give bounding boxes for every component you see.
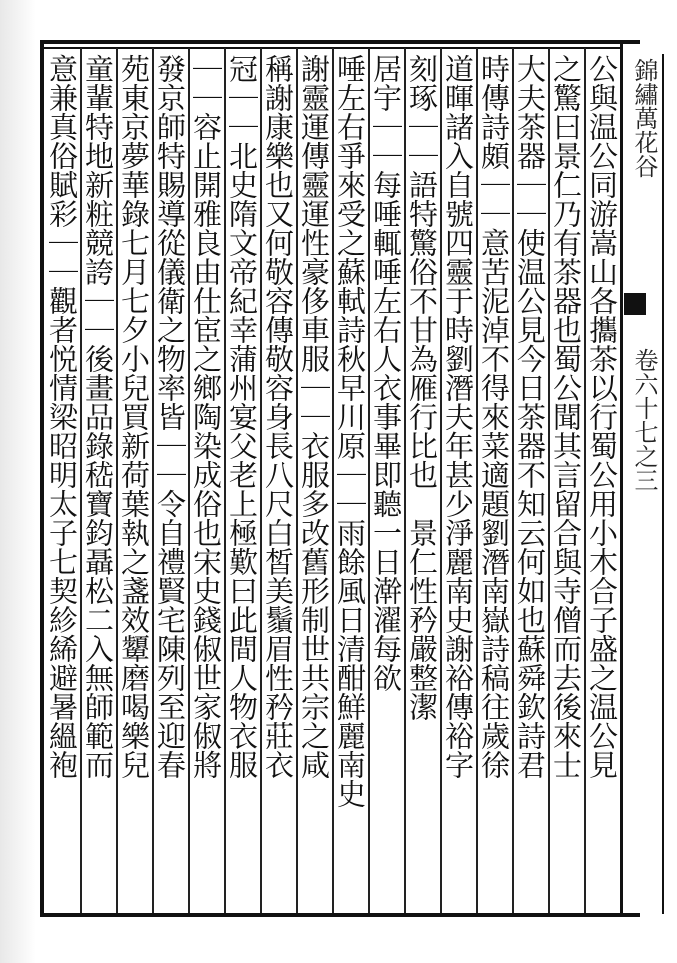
text-column: 大夫茶器｜｜使温公見今日茶器不知云何如也蘇舜欽詩君 xyxy=(513,54,547,779)
text-column: 冠｜｜北史隋文帝紀幸蒲州宴父老上極歎曰此間人物衣服 xyxy=(225,54,259,779)
bottom-border xyxy=(40,913,640,917)
text-column: 發京師特賜導從儀衛之物率皆｜｜令自禮賢宅陳列至迎春 xyxy=(153,54,187,779)
column-rule xyxy=(404,48,406,913)
text-column: 童輩特地新粧競誇｜｜後畫品錄嵇寶鈞聶松二入無師範而 xyxy=(81,54,115,779)
running-head: 錦繡萬花谷 xyxy=(630,58,658,178)
column-rule xyxy=(296,48,298,913)
column-rule xyxy=(152,48,154,913)
right-outer-border xyxy=(662,54,664,914)
column-rule xyxy=(440,48,442,913)
top-border-inner xyxy=(40,47,620,49)
column-rule xyxy=(368,48,370,913)
column-rule xyxy=(224,48,226,913)
text-column: ｜｜容止開雅良由仕宦之鄉陶染成俗也宋史錢俶世家俶將 xyxy=(189,54,223,779)
section-label: 卷六十七之三 xyxy=(630,348,658,492)
column-rule xyxy=(512,48,514,913)
column-rule xyxy=(548,48,550,913)
text-column: 苑東京夢華錄七月七夕小兒買新荷葉執之盞效顰磨喝樂兒 xyxy=(117,54,151,779)
text-column: 謝靈運傳靈運性豪侈車服｜｜衣服多改舊形制世共宗之咸 xyxy=(297,54,331,779)
text-column: 唾左右爭來受之蘇軾詩秋早川原｜｜雨餘風日清酣鮮麗南史 xyxy=(333,54,367,808)
text-column: 之驚曰景仁乃有茶器也蜀公聞其言留合與寺僧而去後來士 xyxy=(549,54,583,779)
column-rule xyxy=(332,48,334,913)
column-rule xyxy=(584,48,586,913)
text-column: 公與温公同游嵩山各攜茶以行蜀公用小木合子盛之温公見 xyxy=(585,54,619,779)
text-column: 時傳詩頗｜｜意苦泥淖不得來菜適題劉潛南嶽詩稿往歲徐 xyxy=(477,54,511,779)
scan-edge-shadow xyxy=(0,0,36,963)
top-border xyxy=(40,40,640,44)
text-column: 刻琢｜｜語特驚俗不甘為雁行比也 景仁性矜嚴整潔 xyxy=(405,54,439,721)
text-column: 意兼真俗賦彩｜｜觀者悦情梁昭明太子七契紾絺避暑縕袍 xyxy=(45,54,79,779)
right-border xyxy=(620,44,623,914)
text-column: 道暉諸入自號四靈于時劉潛夫年甚少淨麗南史謝裕傳裕字 xyxy=(441,54,475,779)
column-rule xyxy=(476,48,478,913)
column-rule xyxy=(188,48,190,913)
column-rule xyxy=(80,48,82,913)
margin-column xyxy=(629,58,659,492)
text-column: 稱謝康樂也又何敬容傳敬容身長八尺白皙美鬚眉性矜莊衣 xyxy=(261,54,295,779)
column-rule xyxy=(116,48,118,913)
column-rule xyxy=(260,48,262,913)
text-column: 居宇｜｜每唾輒唾左右人衣事畢即聽一日澣濯每欲 xyxy=(369,54,403,692)
